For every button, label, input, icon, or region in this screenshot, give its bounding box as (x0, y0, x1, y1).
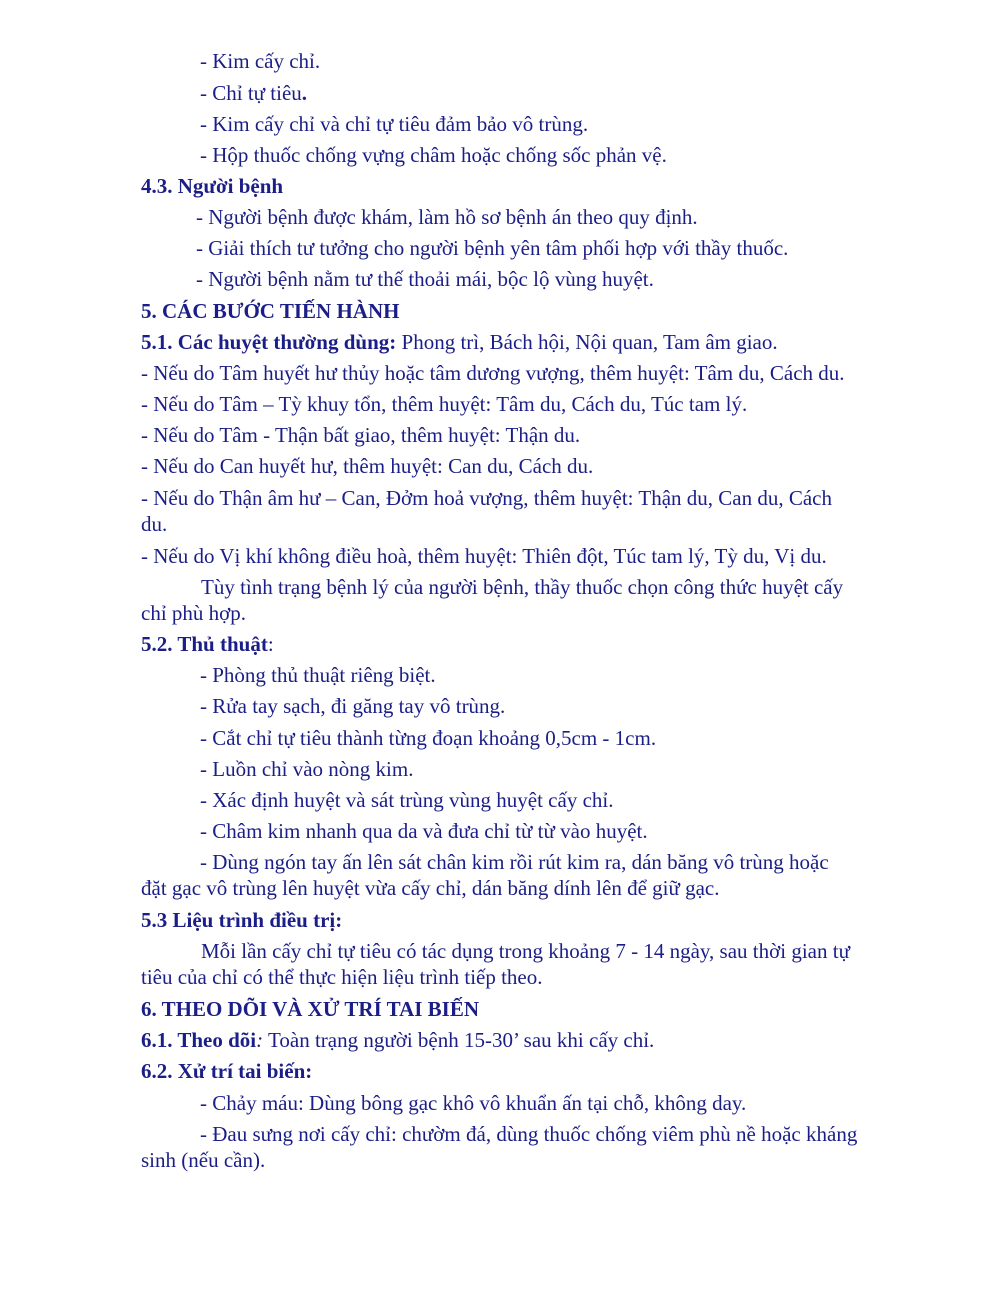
list-item-continuation: du. (141, 512, 168, 536)
list-item: - Đau sưng nơi cấy chỉ: chườm đá, dùng thuốc chống viêm phù nề hoặc kháng (200, 1122, 858, 1146)
paragraph: Mỗi lần cấy chỉ tự tiêu có tác dụng trong khoảng 7 - 14 ngày, sau thời gian tự (201, 939, 850, 963)
section-heading-6: 6. THEO DÕI VÀ XỬ TRÍ TAI BIẾN (141, 997, 480, 1021)
paragraph (141, 329, 778, 355)
list-item: - Hộp thuốc chống vựng châm hoặc chống sốc phản vệ. (200, 143, 667, 167)
subheading-6-2: 6.2. Xử trí tai biến: (141, 1059, 313, 1083)
list-item (200, 80, 307, 106)
list-item: - Chảy máu: Dùng bông gạc khô vô khuẩn ấn tại chỗ, không day. (200, 1091, 747, 1115)
list-item: - Nếu do Tâm - Thận bất giao, thêm huyệt: Thận du. (141, 423, 581, 447)
list-item: - Dùng ngón tay ấn lên sát chân kim rồi rút kim ra, dán băng vô trùng hoặc (200, 850, 829, 874)
paragraph-text: Toàn trạng người bệnh 15-30’ sau khi cấy chỉ. (263, 1028, 655, 1052)
list-item: - Kim cấy chỉ. (200, 49, 321, 73)
paragraph-continuation: chỉ phù hợp. (141, 601, 247, 625)
subheading-colon: : (256, 1028, 264, 1052)
subheading-5-3: 5.3 Liệu trình điều trị: (141, 908, 343, 932)
list-item: - Xác định huyệt và sát trùng vùng huyệt cấy chỉ. (200, 788, 614, 812)
list-item-continuation: đặt gạc vô trùng lên huyệt vừa cấy chỉ, dán băng dính lên để giữ gạc. (141, 876, 720, 900)
list-item-continuation: sinh (nếu cần). (141, 1148, 266, 1172)
list-item-text: - Chỉ tự tiêu (200, 81, 302, 105)
subheading-text: 5.2. Thủ thuật (141, 632, 268, 656)
paragraph-continuation: tiêu của chỉ có thể thực hiện liệu trình tiếp theo. (141, 965, 543, 989)
subheading-colon: : (267, 632, 274, 656)
list-item: - Cắt chỉ tự tiêu thành từng đoạn khoảng 0,5cm - 1cm. (200, 726, 657, 750)
section-heading-5: 5. CÁC BƯỚC TIẾN HÀNH (141, 299, 400, 323)
list-item: - Châm kim nhanh qua da và đưa chỉ từ từ vào huyệt. (200, 819, 648, 843)
section-heading-4-3: 4.3. Người bệnh (141, 174, 284, 198)
list-item: - Rửa tay sạch, đi găng tay vô trùng. (200, 694, 506, 718)
list-item: - Kim cấy chỉ và chỉ tự tiêu đảm bảo vô trùng. (200, 112, 589, 136)
subheading-5-1: 5.1. Các huyệt thường dùng: (141, 330, 397, 354)
paragraph: Tùy tình trạng bệnh lý của người bệnh, thầy thuốc chọn công thức huyệt cấy (201, 575, 844, 599)
list-item: - Nếu do Can huyết hư, thêm huyệt: Can du, Cách du. (141, 454, 594, 478)
list-item: - Người bệnh được khám, làm hồ sơ bệnh án theo quy định. (196, 205, 698, 229)
list-item: - Phòng thủ thuật riêng biệt. (200, 663, 436, 687)
subheading-5-2 (141, 631, 274, 657)
list-item: - Nếu do Tâm – Tỳ khuy tổn, thêm huyệt: Tâm du, Cách du, Túc tam lý. (141, 392, 748, 416)
paragraph-text: Phong trì, Bách hội, Nội quan, Tam âm giao. (396, 330, 778, 354)
list-item: - Người bệnh nằm tư thế thoải mái, bộc lộ vùng huyệt. (196, 267, 654, 291)
subheading-6-1: 6.1. Theo dõi (141, 1028, 257, 1052)
list-item: - Giải thích tư tưởng cho người bệnh yên tâm phối hợp với thầy thuốc. (196, 236, 789, 260)
paragraph (141, 1027, 654, 1053)
list-item: - Nếu do Thận âm hư – Can, Đởm hoả vượng, thêm huyệt: Thận du, Can du, Cách (141, 486, 833, 510)
list-item: - Luồn chỉ vào nòng kim. (200, 757, 414, 781)
list-item: - Nếu do Tâm huyết hư thủy hoặc tâm dương vượng, thêm huyệt: Tâm du, Cách du. (141, 361, 845, 385)
list-item: - Nếu do Vị khí không điều hoà, thêm huyệt: Thiên đột, Túc tam lý, Tỳ du, Vị du. (141, 544, 827, 568)
list-item-period: . (301, 81, 308, 105)
